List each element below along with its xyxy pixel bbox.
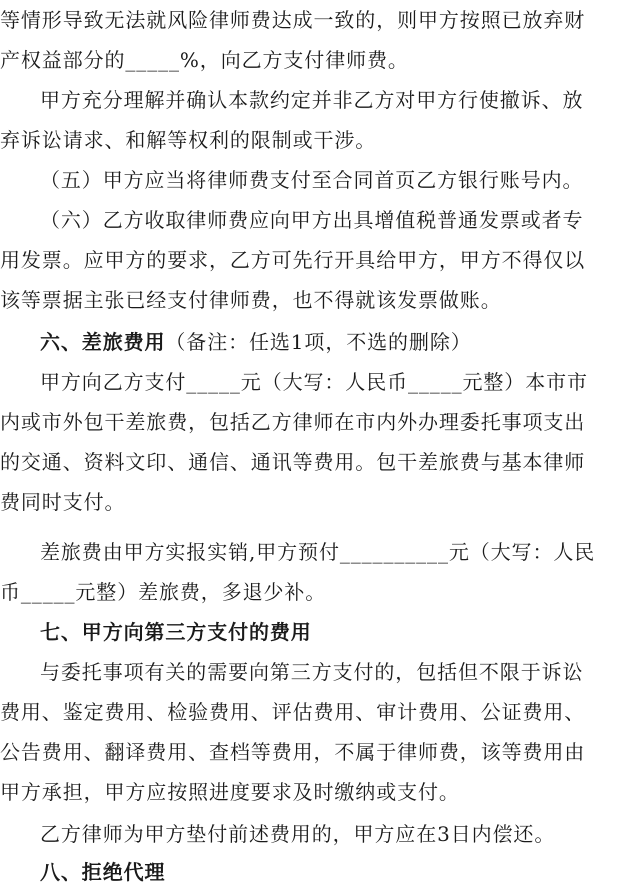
- paragraph-line: 等情形导致无法就风险律师费达成一致的，则甲方按照已放弃财: [0, 8, 586, 32]
- section-heading-eight: 八、拒绝代理: [40, 860, 166, 884]
- paragraph-line: 公告费用、翻译费用、查档等费用，不属于律师费，该等费用由: [0, 740, 586, 764]
- paragraph-line: 乙方律师为甲方垫付前述费用的，甲方应在3日内偿还。: [40, 822, 556, 846]
- paragraph-line: 用发票。应甲方的要求，乙方可先行开具给甲方，甲方不得仅以: [0, 248, 586, 272]
- section-title-six: 六、差旅费用: [40, 330, 166, 354]
- paragraph-line: 的交通、资料文印、通信、通讯等费用。包干差旅费与基本律师: [0, 450, 586, 474]
- paragraph-line: 内或市外包干差旅费，包括乙方律师在市内外办理委托事项支出: [0, 410, 586, 434]
- paragraph-line: （六）乙方收取律师费应向甲方出具增值税普通发票或者专: [40, 208, 584, 232]
- paragraph-line: 差旅费由甲方实报实销,甲方预付__________元（大写：人民: [40, 540, 596, 564]
- paragraph-line: 费用、鉴定费用、检验费用、评估费用、审计费用、公证费用、: [0, 700, 586, 724]
- paragraph-line: 甲方向乙方支付_____元（大写：人民币_____元整）本市市: [40, 370, 588, 394]
- paragraph-line: 该等票据主张已经支付律师费，也不得就该发票做账。: [0, 288, 502, 312]
- paragraph-line: 弃诉讼请求、和解等权利的限制或干涉。: [0, 128, 377, 152]
- section-heading-seven: 七、甲方向第三方支付的费用: [40, 620, 312, 644]
- paragraph-line: 费同时支付。: [0, 490, 126, 514]
- paragraph-line: 币_____元整）差旅费，多退少补。: [0, 580, 327, 604]
- paragraph-line: 甲方充分理解并确认本款约定并非乙方对甲方行使撤诉、放: [40, 88, 584, 112]
- paragraph-line: 甲方承担，甲方应按照进度要求及时缴纳或支付。: [0, 780, 460, 804]
- section-heading-six: [40, 322, 640, 362]
- paragraph-line: 与委托事项有关的需要向第三方支付的，包括但不限于诉讼: [40, 660, 584, 684]
- section-note-six: （备注：任选1项，不选的删除）: [165, 330, 472, 354]
- paragraph-line: 产权益部分的_____%，向乙方支付律师费。: [0, 48, 409, 72]
- paragraph-line: （五）甲方应当将律师费支付至合同首页乙方银行账号内。: [40, 168, 584, 192]
